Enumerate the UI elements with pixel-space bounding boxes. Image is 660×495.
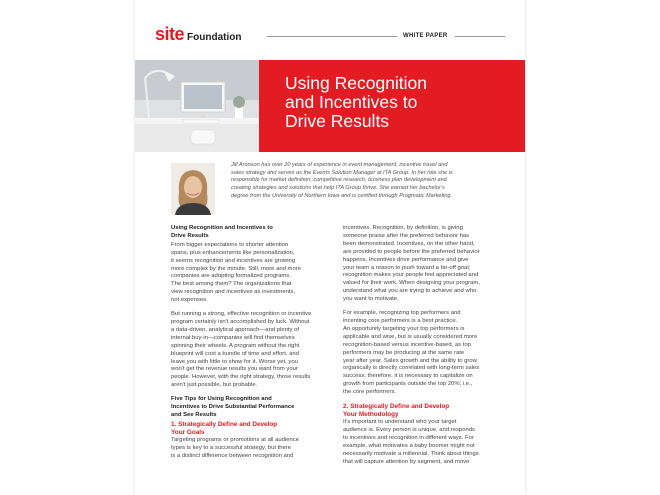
right-column <box>343 225 499 472</box>
heading-line: Using Recognition and Incentives to <box>171 225 273 231</box>
text-line: valued for their work. When designing your program, <box>343 280 480 287</box>
bio-line: responsible for market definition, competitive research, business plan development and <box>231 177 447 184</box>
white-paper-label: WHITE PAPER <box>403 33 448 39</box>
text-line: your team a reason to push toward a far-off goal; <box>343 264 471 271</box>
text-line: internal buy-in—companies will find themselves <box>171 334 295 341</box>
text-line: blueprint will cost a bundle of time and effort, and <box>171 350 299 357</box>
text-line: year after year. Sales growth and the ability to grow <box>343 357 477 364</box>
site-foundation-logo <box>155 24 241 45</box>
text-line: organically is directly correlated with long-term sales <box>343 365 480 372</box>
tip-1-paragraph <box>171 437 327 461</box>
text-line: Targeting programs or promotions at all audience <box>171 436 300 443</box>
author-bio <box>231 162 493 201</box>
text-line: incenting core performers is a best practice. <box>343 317 458 324</box>
text-line: An opportunity targeting your top performers is <box>343 325 465 332</box>
heading-line: 1. Strategically Define and Develop <box>171 420 278 428</box>
text-line: the core performers. <box>343 389 397 396</box>
text-line: It's important to understand who your target <box>343 419 457 426</box>
desk-photo <box>135 60 259 152</box>
title-line-3: Drive Results <box>285 111 390 131</box>
text-line: you want to motivate. <box>343 296 399 303</box>
logo-site-text: site <box>155 24 185 44</box>
text-line: people. However, with the right strategy, those results <box>171 374 311 381</box>
hero-banner <box>135 60 525 152</box>
text-line: recognition makes your people feel appreciated and <box>343 272 479 279</box>
heading-line: Your Goals <box>171 428 205 436</box>
text-line: growth from participants outside the top 20%; i.e., <box>343 381 473 388</box>
desk-illustration <box>135 60 259 152</box>
bio-line: Jill Aronson has over 20 years of experience in event management, incentive travel and <box>231 162 448 168</box>
title-line-1: Using Recognition <box>285 73 428 93</box>
heading-line: and See Results <box>171 411 217 418</box>
heading-line: Your Methodology <box>343 411 399 419</box>
text-line: been demonstrated. Incentives, on the other hand, <box>343 240 475 247</box>
text-line: leave you with little to show for it. Worse yet, you <box>171 358 298 365</box>
text-line: a data-driven, analytical approach—and plenty of <box>171 326 300 333</box>
text-line: someone praise after the preferred behavior has <box>343 232 470 239</box>
heading-line: Incentives to Drive Substantial Performance <box>171 404 295 411</box>
tip-2-paragraph <box>343 419 499 466</box>
document-title <box>285 74 505 131</box>
text-line: audience is. Every person is unique, and responds <box>343 426 475 433</box>
text-line: more complex by the minute. Still, more and more <box>171 265 301 272</box>
text-line: companies are adopting formalized programs. <box>171 273 291 280</box>
title-line-2: and Incentives to <box>285 92 418 112</box>
section-heading-five-tips <box>171 396 327 420</box>
text-line: recognition-based versus incentive-based, as top <box>343 341 472 348</box>
text-line: necessarily motivate a millennial. Think about things <box>343 450 479 457</box>
text-line: success; therefore, it is necessary to capitalize on <box>343 373 473 380</box>
text-line: happens. Incentives drive performance and give <box>343 256 469 263</box>
text-line: that will capture attention by segment, and move <box>343 458 470 465</box>
heading-line: 2. Strategically Define and Develop <box>343 403 450 411</box>
text-line: it seems recognition and incentives are growing <box>171 257 296 264</box>
text-line: The best among them? The organizations that <box>171 281 292 288</box>
text-line: is a distinct difference between recognition and <box>171 452 294 459</box>
section-heading-intro <box>171 225 327 241</box>
text-line: not expenses. <box>171 297 208 304</box>
intro-paragraph <box>171 242 327 305</box>
text-line: types is key to a successful strategy, but there <box>171 444 292 451</box>
text-line: incentives. Recognition, by definition, is giving <box>343 225 463 231</box>
tip-2-heading <box>343 403 499 419</box>
tip-1-heading <box>171 421 327 437</box>
text-line: won't get the revenue results you want from your <box>171 366 298 373</box>
text-line: view recognition and incentives as investments, <box>171 289 296 296</box>
text-line: From bigger expectations to shorter attention <box>171 241 289 248</box>
text-line: performers may be producing at the same rate <box>343 349 465 356</box>
heading-line: Five Tips for Using Recognition and <box>171 396 272 403</box>
text-line: to incentives and recognition in different ways. For <box>343 434 474 441</box>
text-line: understand what you are trying to achieve and who <box>343 288 477 295</box>
bio-line: degree from the University of Northern Iowa and is certified through Pragmatic Marketing. <box>231 192 453 199</box>
author-portrait <box>171 163 215 215</box>
strategy-paragraph <box>171 311 327 390</box>
logo-foundation-text: Foundation <box>187 32 242 43</box>
header-rule-right <box>455 36 505 37</box>
left-column <box>171 225 327 467</box>
header-rule-left <box>267 36 397 37</box>
bio-line: sales strategy and serves as the Events Solution Manager at ITA Group. In her role she is <box>231 169 453 176</box>
heading-line: Drive Results <box>171 232 209 239</box>
bio-line: creating strategies and solutions that help ITA Group thrive. She earned her bachelor's <box>231 185 445 192</box>
text-line: For example, recognizing top performers and <box>343 310 461 317</box>
text-line: are provided to people before the preferred behavior <box>343 248 480 255</box>
incentives-paragraph <box>343 225 499 304</box>
text-line: applicable and wise, but is usually considered more <box>343 333 478 340</box>
white-paper-page <box>135 0 525 495</box>
example-paragraph <box>343 310 499 397</box>
text-line: spans, plus enhancements like personalization, <box>171 249 295 256</box>
author-photo <box>171 163 215 215</box>
text-line: spinning their wheels. A program without the right <box>171 342 300 349</box>
text-line: aren't just possible, but probable. <box>171 382 258 389</box>
text-line: program certainly isn't accomplished by luck. Without <box>171 318 310 325</box>
text-line: But running a strong, effective recognition or incentive <box>171 311 312 318</box>
text-line: example, what motivates a baby boomer might not <box>343 442 475 449</box>
